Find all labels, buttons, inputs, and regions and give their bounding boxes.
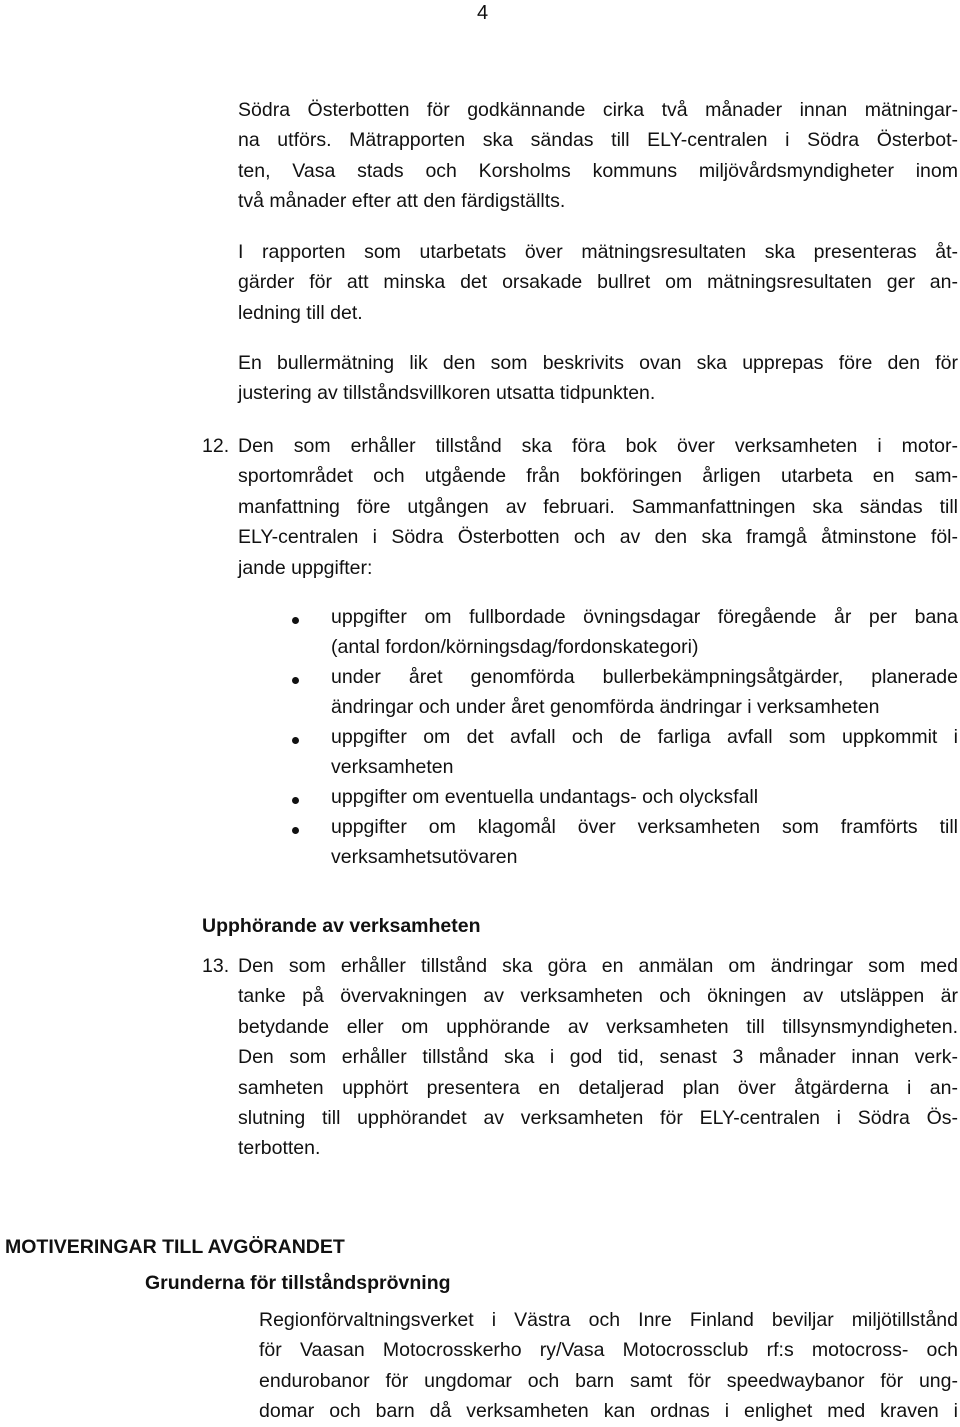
item-12-text: [238, 431, 958, 583]
text-line: uppgifter om eventuella undantags- och olycksfall: [331, 786, 759, 808]
bullet-icon: [292, 617, 299, 624]
text-line: slutning till upphörandet av verksamheten för ELY-centralen i Södra Ös-: [238, 1107, 958, 1130]
text-line: Regionförvaltningsverket i Västra och Inre Finland beviljar miljötillstånd: [259, 1309, 958, 1331]
paragraph-regional-decision: [259, 1305, 958, 1427]
section-heading-upphorande: Upphörande av verksamheten: [202, 915, 481, 937]
text-line: samheten upphört presentera en detaljerad plan över åtgärderna i an-: [238, 1076, 958, 1099]
page-number: 4: [477, 2, 489, 24]
text-line: Den som erhåller tillstånd ska i god tid, senast 3 månader innan verk-: [238, 1046, 958, 1069]
text-line: endurobanor för ungdomar och barn samt för speedwaybanor för ung-: [259, 1369, 958, 1392]
text-line: ledning till det.: [238, 301, 363, 324]
text-line: justering av tillståndsvillkoren utsatta tidpunkten.: [238, 382, 656, 405]
text-line: na utförs. Mätrapporten ska sändas till ELY-centralen i Södra Österbot-: [238, 129, 958, 152]
text-line: sportområdet och utgående från bokföringen årligen utarbeta en sam-: [238, 465, 958, 488]
text-line: betydande eller om upphörande av verksamheten till tillsynsmyndigheten.: [238, 1015, 958, 1038]
text-line: ten, Vasa stads och Korsholms kommuns miljövårdsmyndigheter inom: [238, 159, 958, 182]
text-line: under året genomförda bullerbekämpningsåtgärder, planerade: [331, 666, 958, 688]
text-line: Den som erhåller tillstånd ska föra bok över verksamheten i motor-: [238, 435, 958, 457]
text-line: I rapporten som utarbetats över mätningsresultaten ska presenteras åt-: [238, 241, 958, 263]
main-heading-motiveringar: MOTIVERINGAR TILL AVGÖRANDET: [5, 1236, 345, 1258]
text-line: tanke på övervakningen av verksamheten och ökningen av utsläppen är: [238, 985, 958, 1008]
text-line: två månader efter att den färdigställts.: [238, 190, 566, 213]
text-line: verksamhetsutövaren: [331, 846, 518, 868]
paragraph-noise-measures: [238, 237, 958, 328]
item-13-text: [238, 951, 958, 1164]
text-line: Den som erhåller tillstånd ska göra en anmälan om ändringar som med: [238, 955, 958, 977]
text-line: domar och barn då verksamheten kan ordnas i enlighet med kraven i: [259, 1400, 958, 1423]
text-line: (antal fordon/körningsdag/fordonskategori): [331, 636, 699, 658]
bullet-icon: [292, 797, 299, 804]
text-line: gärder för att minska det orsakade bullret om mätningsresultaten ger an-: [238, 271, 958, 294]
text-line: uppgifter om det avfall och de farliga avfall som uppkommit i: [331, 726, 958, 748]
text-line: uppgifter om fullbordade övningsdagar föregående år per bana: [331, 606, 958, 628]
item-number-12: 12.: [202, 435, 230, 457]
paragraph-measurement-report: [238, 95, 958, 217]
text-line: uppgifter om klagomål över verksamheten som framförts till: [331, 816, 958, 838]
sub-heading-grunderna: Grunderna för tillståndsprövning: [145, 1272, 451, 1294]
text-line: verksamheten: [331, 756, 454, 778]
text-line: terbotten.: [238, 1137, 321, 1160]
text-line: Södra Österbotten för godkännande cirka två månader innan mätningar-: [238, 99, 958, 121]
bullet-icon: [292, 827, 299, 834]
text-line: för Vaasan Motocrosskerho ry/Vasa Motocrossclub rf:s motocross- och: [259, 1339, 958, 1362]
text-line: ändringar och under året genomförda ändringar i verksamheten: [331, 696, 880, 718]
text-line: manfattning före utgången av februari. Sammanfattningen ska sändas till: [238, 495, 958, 518]
bullet-icon: [292, 737, 299, 744]
item-number-13: 13.: [202, 955, 230, 977]
text-line: En bullermätning lik den som beskrivits ovan ska upprepas före den för: [238, 352, 958, 374]
text-line: jande uppgifter:: [238, 556, 373, 579]
paragraph-repeat-measurement: [238, 348, 958, 409]
bullet-icon: [292, 677, 299, 684]
text-line: ELY-centralen i Södra Österbotten och av den ska framgå åtminstone föl-: [238, 526, 958, 549]
